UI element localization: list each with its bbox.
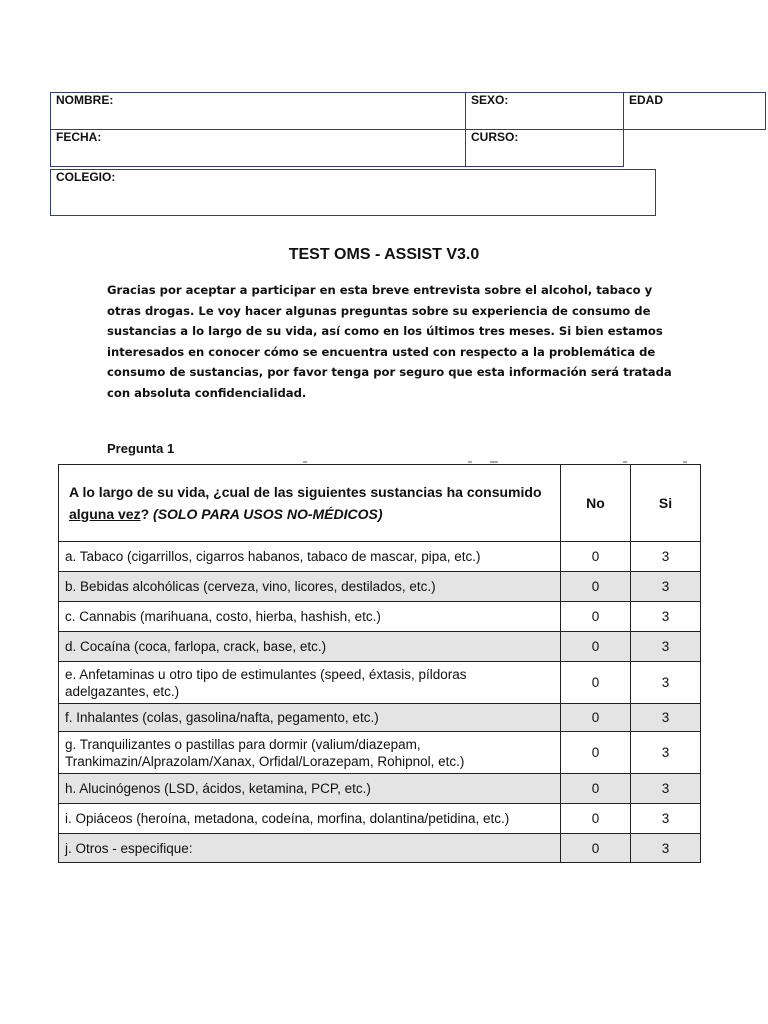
table-row (59, 804, 701, 834)
substance-option: h. Alucinógenos (LSD, ácidos, ketamina, PCP, etc.) (59, 774, 561, 804)
score-no[interactable]: 0 (561, 602, 631, 632)
score-no[interactable]: 0 (561, 804, 631, 834)
colegio-label: COLEGIO: (56, 170, 116, 184)
substance-option: a. Tabaco (cigarrillos, cigarros habanos, tabaco de mascar, pipa, etc.) (59, 542, 561, 572)
score-no[interactable]: 0 (561, 542, 631, 572)
substance-option: j. Otros - especifique: (59, 834, 561, 863)
table-row (59, 732, 701, 774)
score-si[interactable]: 3 (631, 834, 701, 863)
nombre-field[interactable] (50, 92, 466, 130)
sexo-label: SEXO: (471, 93, 509, 107)
table-row (59, 632, 701, 662)
table-row (59, 542, 701, 572)
score-si[interactable]: 3 (631, 704, 701, 732)
question-note: (SOLO PARA USOS NO-MÉDICOS) (153, 506, 383, 522)
fecha-label: FECHA: (56, 130, 102, 144)
substance-option: i. Opiáceos (heroína, metadona, codeína, morfina, dolantina/petidina, etc.) (59, 804, 561, 834)
column-no-header: No (561, 465, 631, 542)
fecha-field[interactable] (50, 129, 466, 167)
score-no[interactable]: 0 (561, 662, 631, 704)
question-label: Pregunta 1 (107, 441, 175, 456)
table-row (59, 774, 701, 804)
table-row (59, 662, 701, 704)
score-no[interactable]: 0 (561, 572, 631, 602)
nombre-label: NOMBRE: (56, 93, 114, 107)
sexo-field[interactable] (465, 92, 624, 130)
table-row (59, 704, 701, 732)
table-row (59, 834, 701, 863)
curso-field[interactable] (465, 129, 624, 167)
substance-option: d. Cocaína (coca, farlopa, crack, base, etc.) (59, 632, 561, 662)
score-si[interactable]: 3 (631, 632, 701, 662)
score-si[interactable]: 3 (631, 542, 701, 572)
substance-option: e. Anfetaminas u otro tipo de estimulantes (speed, éxtasis, píldoras adelgazantes, etc.) (59, 662, 561, 704)
page-title: TEST OMS - ASSIST V3.0 (288, 246, 480, 263)
substance-option: g. Tranquilizantes o pastillas para dormir (valium/diazepam, Trankimazin/Alprazolam/Xanax, Orfidal/Lorazepam, Rohipnol, etc.) (59, 732, 561, 774)
substance-option: c. Cannabis (marihuana, costo, hierba, hashish, etc.) (59, 602, 561, 632)
edad-field[interactable] (623, 92, 766, 130)
score-no[interactable]: 0 (561, 704, 631, 732)
score-si[interactable]: 3 (631, 662, 701, 704)
column-si-header: Si (631, 465, 701, 542)
colegio-field[interactable] (50, 169, 656, 216)
score-no[interactable]: 0 (561, 774, 631, 804)
substance-option: b. Bebidas alcohólicas (cerveza, vino, licores, destilados, etc.) (59, 572, 561, 602)
edad-label: EDAD (629, 93, 664, 107)
score-si[interactable]: 3 (631, 732, 701, 774)
score-si[interactable]: 3 (631, 774, 701, 804)
score-no[interactable]: 0 (561, 732, 631, 774)
score-si[interactable]: 3 (631, 602, 701, 632)
score-si[interactable]: 3 (631, 804, 701, 834)
table-row (59, 572, 701, 602)
score-no[interactable]: 0 (561, 632, 631, 662)
question-header-row (59, 465, 701, 542)
question-text: A lo largo de su vida, ¿cual de las siguientes sustancias ha consumido alguna vez? (SOLO PARA USOS NO-MÉDICOS) (59, 465, 561, 542)
substance-option: f. Inhalantes (colas, gasolina/nafta, pegamento, etc.) (59, 704, 561, 732)
curso-label: CURSO: (471, 130, 519, 144)
question-emphasis: alguna vez (69, 506, 141, 522)
intro-paragraph: Gracias por aceptar a participar en esta breve entrevista sobre el alcohol, tabaco y otras drogas. Le voy hacer algunas preguntas sobre su experiencia de consumo de sustancias a lo largo de su vida, así como en los últimos tres meses. Si bien estamos interesados en conocer cómo se encuentra usted con respecto a la problemática de consumo de sustancias, por favor tenga por seguro que esta información será tratada con absoluta confidencialidad. (107, 283, 672, 400)
score-si[interactable]: 3 (631, 572, 701, 602)
question-table (58, 464, 701, 863)
table-row (59, 602, 701, 632)
score-no[interactable]: 0 (561, 834, 631, 863)
